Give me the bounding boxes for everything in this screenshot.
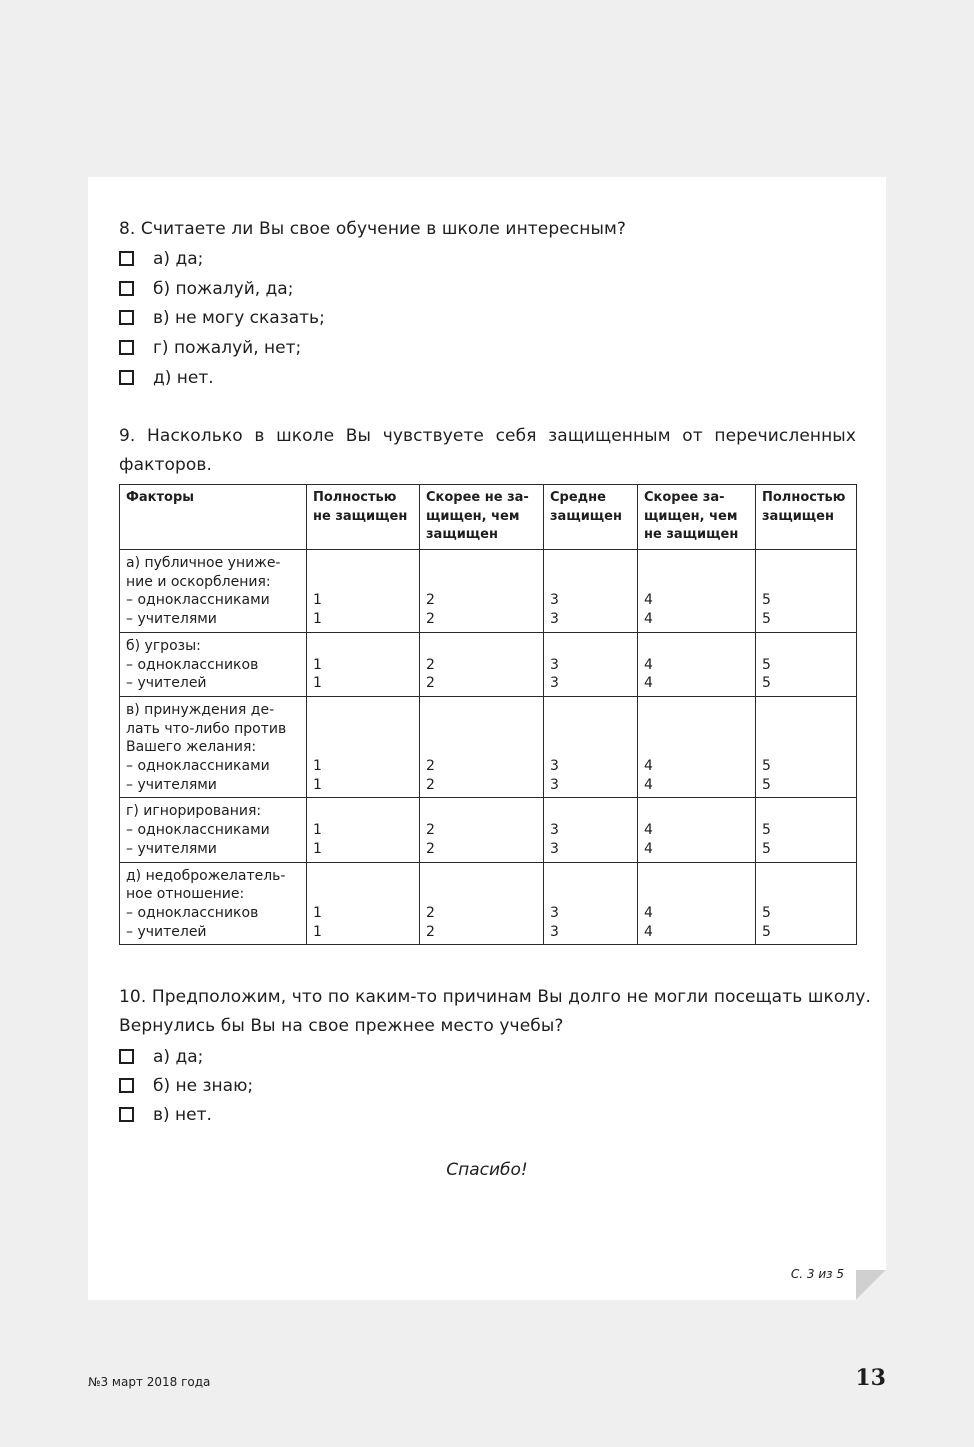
footer-issue: №3 март 2018 года (88, 1375, 211, 1389)
table-row (120, 696, 857, 798)
checkbox[interactable] (119, 281, 134, 296)
score-cell[interactable]: 2 2 (420, 696, 544, 798)
score-cell[interactable]: 4 4 (638, 632, 756, 696)
score-cell[interactable]: 5 5 (756, 798, 857, 862)
score-cell[interactable]: 3 3 (544, 862, 638, 945)
q8-option-e[interactable]: д) нет. (119, 363, 214, 392)
factor-cell: д) недоброжелатель- ное отношение: – одноклассников – учителей (120, 862, 307, 945)
factor-cell: г) игнорирования: – одноклассниками – учителями (120, 798, 307, 862)
q10-option-c[interactable]: в) нет. (119, 1100, 212, 1129)
score-cell[interactable]: 2 2 (420, 798, 544, 862)
thanks-text: Спасибо! (446, 1160, 528, 1180)
table-row (120, 862, 857, 945)
score-cell[interactable]: 4 4 (638, 862, 756, 945)
score-cell[interactable]: 5 5 (756, 550, 857, 633)
header-rather-not-protected: Скорее не за-щищен, чем защищен (420, 485, 544, 550)
score-cell[interactable]: 2 2 (420, 550, 544, 633)
table-header-row (120, 485, 857, 550)
factor-cell: б) угрозы: – одноклассников – учителей (120, 632, 307, 696)
table-row (120, 798, 857, 862)
table-row (120, 550, 857, 633)
table-row (120, 632, 857, 696)
score-cell[interactable]: 4 4 (638, 798, 756, 862)
q8-option-c[interactable]: в) не могу сказать; (119, 303, 325, 332)
score-cell[interactable]: 3 3 (544, 696, 638, 798)
sheet-page-number: С. 3 из 5 (790, 1267, 844, 1281)
questionnaire-sheet (88, 177, 886, 1300)
question-10-title-line1: 10. Предположим, что по каким-то причинам Вы долго не могли посещать школу. (119, 987, 871, 1007)
question-10-title-line2: Вернулись бы Вы на свое прежнее место учебы? (119, 1016, 564, 1036)
checkbox[interactable] (119, 1107, 134, 1122)
footer-page-number: 13 (855, 1365, 886, 1391)
score-cell[interactable]: 3 3 (544, 632, 638, 696)
score-cell[interactable]: 5 5 (756, 632, 857, 696)
header-medium-protected: Средне защищен (544, 485, 638, 550)
score-cell[interactable]: 1 1 (307, 862, 420, 945)
score-cell[interactable]: 1 1 (307, 798, 420, 862)
header-fully-protected: Полностью защищен (756, 485, 857, 550)
q8-option-a[interactable]: а) да; (119, 244, 203, 273)
score-cell[interactable]: 1 1 (307, 550, 420, 633)
score-cell[interactable]: 3 3 (544, 798, 638, 862)
question-8-title: 8. Считаете ли Вы свое обучение в школе интересным? (119, 219, 627, 239)
score-cell[interactable]: 4 4 (638, 696, 756, 798)
score-cell[interactable]: 3 3 (544, 550, 638, 633)
checkbox[interactable] (119, 340, 134, 355)
q8-option-b[interactable]: б) пожалуй, да; (119, 274, 293, 303)
score-cell[interactable]: 1 1 (307, 632, 420, 696)
checkbox[interactable] (119, 1049, 134, 1064)
question-9-title: 9. Насколько в школе Вы чувствуете себя защищенным от перечисленных факторов. (119, 426, 856, 475)
score-cell[interactable]: 2 2 (420, 632, 544, 696)
factor-cell: а) публичное униже- ние и оскорбления: – одноклассниками – учителями (120, 550, 307, 633)
q10-option-a[interactable]: а) да; (119, 1042, 203, 1071)
checkbox[interactable] (119, 370, 134, 385)
factor-cell: в) принуждения де- лать что-либо против Вашего желания: – одноклассниками – учителями (120, 696, 307, 798)
score-cell[interactable]: 2 2 (420, 862, 544, 945)
header-not-protected: Полностью не защищен (307, 485, 420, 550)
page-fold-corner (856, 1270, 886, 1300)
checkbox[interactable] (119, 1078, 134, 1093)
score-cell[interactable]: 5 5 (756, 696, 857, 798)
checkbox[interactable] (119, 251, 134, 266)
q8-option-d[interactable]: г) пожалуй, нет; (119, 333, 301, 362)
q10-option-b[interactable]: б) не знаю; (119, 1071, 253, 1100)
checkbox[interactable] (119, 310, 134, 325)
factors-table (119, 484, 857, 945)
header-rather-protected: Скорее за-щищен, чем не защищен (638, 485, 756, 550)
score-cell[interactable]: 1 1 (307, 696, 420, 798)
score-cell[interactable]: 4 4 (638, 550, 756, 633)
header-factors: Факторы (120, 485, 307, 550)
score-cell[interactable]: 5 5 (756, 862, 857, 945)
